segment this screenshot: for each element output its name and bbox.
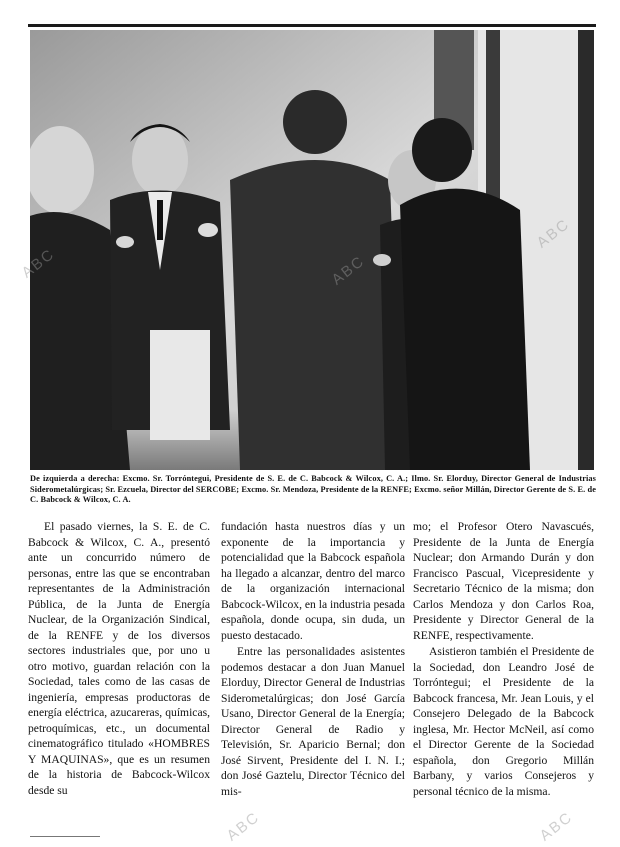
watermark-logo: ABC: [18, 245, 59, 282]
bottom-rule: [30, 836, 100, 837]
photo-caption: De izquierda a derecha: Excmo. Sr. Torróntegui, Presidente de S. E. de C. Babcock & Wilcox, C. A.; Ilmo. Sr. Elorduy, Director General de Industrias Siderometalúrgicas; Sr. Ezcuela, Director del SERCOBE; Excmo. Sr. Mendoza, Presidente de la RENFE; Excmo. señor Millán, Director Gerente de S. E. de C. Babcock & Wilcox, C. A.: [30, 474, 596, 505]
article-column-2: [221, 519, 405, 799]
top-rule: [28, 24, 596, 27]
watermark-logo: ABC: [328, 252, 369, 289]
article-column-3: [413, 519, 594, 799]
watermark-logo: ABC: [533, 215, 574, 252]
article-paragraph: mo; el Profesor Otero Navascués, Presidente de la Junta de Energía Nuclear; don Armando Durán y don Francisco Pascual, Vicepresidente y Secretario Técnico de la misma; don Carlos Mendoza y don Carlos Roa, Presidente y Director General de la RENFE, respectivamente.: [413, 520, 594, 642]
article-paragraph: Asistieron también el Presidente de la Sociedad, don Leandro José de Torróntegui; el Presidente de la Babcock francesa, Mr. Jean Louis, y el Consejero Delegado de la Babcock inglesa, Mr. Hector McNeil, así como el Director Gerente de la Sociedad española, don Gregorio Millán Barbany, y varios Consejeros y personal técnico de la misma.: [413, 645, 594, 798]
watermark-logo: ABC: [223, 808, 264, 845]
article-paragraph: fundación hasta nuestros días y un exponente de la importancia y potencialidad que la Babcock española ha llegado a alcanzar, dentro del marco de la organización internacional Babcock-Wilcox, en la industria pesada española, donde ocupa, sin duda, un puesto destacado.: [221, 520, 405, 642]
watermark-logo: ABC: [536, 808, 577, 845]
photo-illustration: [30, 30, 594, 470]
news-photo: [30, 30, 594, 470]
article-paragraph: El pasado viernes, la S. E. de C. Babcock & Wilcox, C. A., presentó ante un concurrido número de personas, entre las que se encontraban representantes de la Administración Pública, de la Junta de Energía Nuclear, de la Organización Sindical, de la RENFE y de los diversos sectores industriales que, por uno u otro motivo, guardan relación con la Sociedad, tales como de las casas de ingeniería, empresas productoras de energía eléctrica, azucareras, químicas, petroquímicas, etc., un documental cinematográfico titulado «HOMBRES Y MAQUINAS», que es un resumen de la historia de Babcock-Wilcox desde su: [28, 520, 210, 797]
article-paragraph: Entre las personalidades asistentes podemos destacar a don Juan Manuel Elorduy, Director General de Industrias Siderometalúrgicas; don José García Usano, Director General de la Energía; Director General de Radio y Televisión, Sr. Aparicio Bernal; don José Sirvent, Presidente del I. N. I.; don José Gaztelu, Director Técnico del mis-: [221, 645, 405, 798]
article-column-1: [28, 519, 210, 798]
